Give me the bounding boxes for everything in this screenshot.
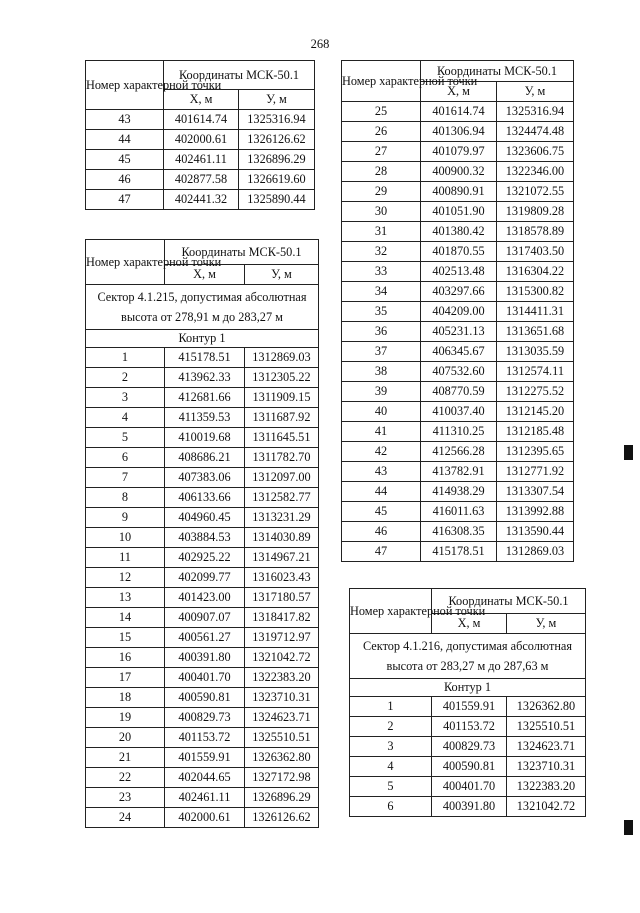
point-number-cell: 2 bbox=[86, 368, 165, 388]
coordinates-table-top-right bbox=[341, 60, 574, 562]
point-number-cell: 42 bbox=[342, 442, 421, 462]
table-row bbox=[86, 708, 319, 728]
coordinates-table-sector-4-1-215 bbox=[85, 239, 319, 828]
x-coordinate-cell: 402099.77 bbox=[165, 568, 245, 588]
header-point-number: Номер характерной точки bbox=[86, 240, 165, 285]
x-coordinate-cell: 416308.35 bbox=[421, 522, 497, 542]
header-x: X, м bbox=[432, 614, 507, 634]
point-number-cell: 3 bbox=[86, 388, 165, 408]
x-coordinate-cell: 410037.40 bbox=[421, 402, 497, 422]
x-coordinate-cell: 402461.11 bbox=[165, 788, 245, 808]
point-number-cell: 32 bbox=[342, 242, 421, 262]
y-coordinate-cell: 1313992.88 bbox=[497, 502, 574, 522]
point-number-cell: 47 bbox=[342, 542, 421, 562]
point-number-cell: 22 bbox=[86, 768, 165, 788]
y-coordinate-cell: 1326126.62 bbox=[245, 808, 319, 828]
y-coordinate-cell: 1312305.22 bbox=[245, 368, 319, 388]
point-number-cell: 39 bbox=[342, 382, 421, 402]
table-row bbox=[342, 242, 574, 262]
point-number-cell: 1 bbox=[86, 348, 165, 368]
table-row bbox=[86, 768, 319, 788]
point-number-cell: 12 bbox=[86, 568, 165, 588]
x-coordinate-cell: 402513.48 bbox=[421, 262, 497, 282]
point-number-cell: 21 bbox=[86, 748, 165, 768]
header-point-number: Номер характерной точки bbox=[342, 61, 421, 102]
point-number-cell: 14 bbox=[86, 608, 165, 628]
point-number-cell: 18 bbox=[86, 688, 165, 708]
table-row bbox=[350, 697, 586, 717]
table-row bbox=[86, 608, 319, 628]
point-number-cell: 6 bbox=[350, 797, 432, 817]
point-number-cell: 16 bbox=[86, 648, 165, 668]
x-coordinate-cell: 404960.45 bbox=[165, 508, 245, 528]
point-number-cell: 47 bbox=[86, 190, 164, 210]
point-number-cell: 15 bbox=[86, 628, 165, 648]
x-coordinate-cell: 413962.33 bbox=[165, 368, 245, 388]
point-number-cell: 13 bbox=[86, 588, 165, 608]
y-coordinate-cell: 1325510.51 bbox=[507, 717, 586, 737]
table-row bbox=[342, 102, 574, 122]
table-row bbox=[350, 777, 586, 797]
y-coordinate-cell: 1326896.29 bbox=[239, 150, 315, 170]
y-coordinate-cell: 1313035.59 bbox=[497, 342, 574, 362]
x-coordinate-cell: 401870.55 bbox=[421, 242, 497, 262]
x-coordinate-cell: 402925.22 bbox=[165, 548, 245, 568]
y-coordinate-cell: 1323606.75 bbox=[497, 142, 574, 162]
y-coordinate-cell: 1326362.80 bbox=[507, 697, 586, 717]
table-row bbox=[86, 568, 319, 588]
table-row bbox=[86, 728, 319, 748]
y-coordinate-cell: 1312582.77 bbox=[245, 488, 319, 508]
table-row bbox=[86, 548, 319, 568]
point-number-cell: 5 bbox=[86, 428, 165, 448]
x-coordinate-cell: 402461.11 bbox=[164, 150, 239, 170]
table-row bbox=[86, 110, 315, 130]
point-number-cell: 38 bbox=[342, 362, 421, 382]
header-y: У, м bbox=[239, 90, 315, 110]
y-coordinate-cell: 1325316.94 bbox=[497, 102, 574, 122]
y-coordinate-cell: 1325510.51 bbox=[245, 728, 319, 748]
x-coordinate-cell: 408770.59 bbox=[421, 382, 497, 402]
table-row bbox=[86, 748, 319, 768]
y-coordinate-cell: 1312097.00 bbox=[245, 468, 319, 488]
x-coordinate-cell: 404209.00 bbox=[421, 302, 497, 322]
table-row bbox=[342, 302, 574, 322]
table-row bbox=[342, 322, 574, 342]
point-number-cell: 36 bbox=[342, 322, 421, 342]
x-coordinate-cell: 402044.65 bbox=[165, 768, 245, 788]
x-coordinate-cell: 400590.81 bbox=[432, 757, 507, 777]
point-number-cell: 5 bbox=[350, 777, 432, 797]
y-coordinate-cell: 1321042.72 bbox=[507, 797, 586, 817]
table-row bbox=[350, 717, 586, 737]
point-number-cell: 17 bbox=[86, 668, 165, 688]
header-y: У, м bbox=[507, 614, 586, 634]
point-number-cell: 34 bbox=[342, 282, 421, 302]
header-x: X, м bbox=[165, 265, 245, 285]
y-coordinate-cell: 1324623.71 bbox=[245, 708, 319, 728]
y-coordinate-cell: 1327172.98 bbox=[245, 768, 319, 788]
x-coordinate-cell: 415178.51 bbox=[421, 542, 497, 562]
y-coordinate-cell: 1312771.92 bbox=[497, 462, 574, 482]
x-coordinate-cell: 400829.73 bbox=[165, 708, 245, 728]
table-row bbox=[86, 150, 315, 170]
table-row bbox=[86, 648, 319, 668]
point-number-cell: 44 bbox=[86, 130, 164, 150]
y-coordinate-cell: 1314411.31 bbox=[497, 302, 574, 322]
x-coordinate-cell: 401559.91 bbox=[165, 748, 245, 768]
header-y: У, м bbox=[497, 82, 574, 102]
x-coordinate-cell: 406133.66 bbox=[165, 488, 245, 508]
table-row bbox=[86, 448, 319, 468]
point-number-cell: 11 bbox=[86, 548, 165, 568]
point-number-cell: 25 bbox=[342, 102, 421, 122]
y-coordinate-cell: 1313590.44 bbox=[497, 522, 574, 542]
x-coordinate-cell: 412566.28 bbox=[421, 442, 497, 462]
table-row bbox=[86, 788, 319, 808]
table-row bbox=[86, 528, 319, 548]
table-row bbox=[86, 688, 319, 708]
table-row bbox=[342, 382, 574, 402]
y-coordinate-cell: 1324623.71 bbox=[507, 737, 586, 757]
table-row bbox=[86, 468, 319, 488]
contour-label: Контур 1 bbox=[86, 330, 319, 348]
header-x: X, м bbox=[421, 82, 497, 102]
table-row bbox=[86, 348, 319, 368]
y-coordinate-cell: 1314030.89 bbox=[245, 528, 319, 548]
table-row bbox=[86, 428, 319, 448]
point-number-cell: 8 bbox=[86, 488, 165, 508]
point-number-cell: 29 bbox=[342, 182, 421, 202]
y-coordinate-cell: 1325890.44 bbox=[239, 190, 315, 210]
header-coordinates: Координаты МСК-50.1 bbox=[165, 240, 319, 265]
x-coordinate-cell: 402000.61 bbox=[165, 808, 245, 828]
x-coordinate-cell: 401079.97 bbox=[421, 142, 497, 162]
x-coordinate-cell: 400829.73 bbox=[432, 737, 507, 757]
point-number-cell: 33 bbox=[342, 262, 421, 282]
header-coordinates: Координаты МСК-50.1 bbox=[164, 61, 315, 90]
x-coordinate-cell: 414938.29 bbox=[421, 482, 497, 502]
point-number-cell: 37 bbox=[342, 342, 421, 362]
y-coordinate-cell: 1315300.82 bbox=[497, 282, 574, 302]
y-coordinate-cell: 1314967.21 bbox=[245, 548, 319, 568]
coordinates-table-top-left bbox=[85, 60, 315, 210]
header-point-number: Номер характерной точки bbox=[86, 61, 164, 110]
point-number-cell: 35 bbox=[342, 302, 421, 322]
x-coordinate-cell: 401153.72 bbox=[165, 728, 245, 748]
x-coordinate-cell: 403297.66 bbox=[421, 282, 497, 302]
table-row bbox=[342, 182, 574, 202]
y-coordinate-cell: 1311687.92 bbox=[245, 408, 319, 428]
table-row bbox=[342, 122, 574, 142]
x-coordinate-cell: 408686.21 bbox=[165, 448, 245, 468]
x-coordinate-cell: 407532.60 bbox=[421, 362, 497, 382]
point-number-cell: 41 bbox=[342, 422, 421, 442]
table-row bbox=[342, 362, 574, 382]
point-number-cell: 31 bbox=[342, 222, 421, 242]
header-point-number: Номер характерной точки bbox=[350, 589, 432, 634]
y-coordinate-cell: 1318417.82 bbox=[245, 608, 319, 628]
x-coordinate-cell: 401306.94 bbox=[421, 122, 497, 142]
point-number-cell: 4 bbox=[350, 757, 432, 777]
contour-label: Контур 1 bbox=[350, 679, 586, 697]
x-coordinate-cell: 401614.74 bbox=[164, 110, 239, 130]
x-coordinate-cell: 402877.58 bbox=[164, 170, 239, 190]
point-number-cell: 26 bbox=[342, 122, 421, 142]
y-coordinate-cell: 1326619.60 bbox=[239, 170, 315, 190]
scan-edge-mark bbox=[624, 820, 633, 835]
table-row bbox=[342, 522, 574, 542]
x-coordinate-cell: 410019.68 bbox=[165, 428, 245, 448]
table-row bbox=[86, 388, 319, 408]
table-row bbox=[86, 668, 319, 688]
point-number-cell: 7 bbox=[86, 468, 165, 488]
y-coordinate-cell: 1311909.15 bbox=[245, 388, 319, 408]
point-number-cell: 43 bbox=[86, 110, 164, 130]
sector-title: Сектор 4.1.215, допустимая абсолютная высота от 278,91 м до 283,27 м bbox=[86, 285, 319, 330]
y-coordinate-cell: 1311782.70 bbox=[245, 448, 319, 468]
x-coordinate-cell: 400890.91 bbox=[421, 182, 497, 202]
point-number-cell: 24 bbox=[86, 808, 165, 828]
y-coordinate-cell: 1313307.54 bbox=[497, 482, 574, 502]
y-coordinate-cell: 1326896.29 bbox=[245, 788, 319, 808]
y-coordinate-cell: 1318578.89 bbox=[497, 222, 574, 242]
point-number-cell: 9 bbox=[86, 508, 165, 528]
x-coordinate-cell: 402441.32 bbox=[164, 190, 239, 210]
table-row bbox=[86, 808, 319, 828]
table-row bbox=[350, 737, 586, 757]
point-number-cell: 45 bbox=[342, 502, 421, 522]
y-coordinate-cell: 1312869.03 bbox=[497, 542, 574, 562]
table-row bbox=[86, 130, 315, 150]
table-row bbox=[86, 508, 319, 528]
x-coordinate-cell: 401380.42 bbox=[421, 222, 497, 242]
point-number-cell: 43 bbox=[342, 462, 421, 482]
table-row bbox=[342, 262, 574, 282]
y-coordinate-cell: 1326126.62 bbox=[239, 130, 315, 150]
x-coordinate-cell: 411359.53 bbox=[165, 408, 245, 428]
table-row bbox=[342, 482, 574, 502]
point-number-cell: 20 bbox=[86, 728, 165, 748]
point-number-cell: 19 bbox=[86, 708, 165, 728]
x-coordinate-cell: 400561.27 bbox=[165, 628, 245, 648]
x-coordinate-cell: 412681.66 bbox=[165, 388, 245, 408]
table-row bbox=[342, 422, 574, 442]
point-number-cell: 44 bbox=[342, 482, 421, 502]
x-coordinate-cell: 411310.25 bbox=[421, 422, 497, 442]
x-coordinate-cell: 413782.91 bbox=[421, 462, 497, 482]
x-coordinate-cell: 402000.61 bbox=[164, 130, 239, 150]
y-coordinate-cell: 1312869.03 bbox=[245, 348, 319, 368]
table-row bbox=[342, 502, 574, 522]
table-row bbox=[342, 162, 574, 182]
y-coordinate-cell: 1313651.68 bbox=[497, 322, 574, 342]
x-coordinate-cell: 401153.72 bbox=[432, 717, 507, 737]
point-number-cell: 28 bbox=[342, 162, 421, 182]
table-row bbox=[342, 142, 574, 162]
y-coordinate-cell: 1326362.80 bbox=[245, 748, 319, 768]
table-row bbox=[86, 628, 319, 648]
point-number-cell: 3 bbox=[350, 737, 432, 757]
x-coordinate-cell: 400401.70 bbox=[432, 777, 507, 797]
y-coordinate-cell: 1313231.29 bbox=[245, 508, 319, 528]
x-coordinate-cell: 405231.13 bbox=[421, 322, 497, 342]
point-number-cell: 46 bbox=[342, 522, 421, 542]
table-row bbox=[86, 190, 315, 210]
y-coordinate-cell: 1312185.48 bbox=[497, 422, 574, 442]
x-coordinate-cell: 400907.07 bbox=[165, 608, 245, 628]
y-coordinate-cell: 1312275.52 bbox=[497, 382, 574, 402]
y-coordinate-cell: 1322383.20 bbox=[245, 668, 319, 688]
y-coordinate-cell: 1323710.31 bbox=[245, 688, 319, 708]
x-coordinate-cell: 401423.00 bbox=[165, 588, 245, 608]
y-coordinate-cell: 1322346.00 bbox=[497, 162, 574, 182]
table-row bbox=[342, 222, 574, 242]
header-y: У, м bbox=[245, 265, 319, 285]
table-row bbox=[86, 588, 319, 608]
x-coordinate-cell: 406345.67 bbox=[421, 342, 497, 362]
point-number-cell: 4 bbox=[86, 408, 165, 428]
x-coordinate-cell: 407383.06 bbox=[165, 468, 245, 488]
table-row bbox=[342, 202, 574, 222]
x-coordinate-cell: 400590.81 bbox=[165, 688, 245, 708]
table-row bbox=[86, 488, 319, 508]
point-number-cell: 2 bbox=[350, 717, 432, 737]
x-coordinate-cell: 400401.70 bbox=[165, 668, 245, 688]
point-number-cell: 40 bbox=[342, 402, 421, 422]
table-row bbox=[350, 757, 586, 777]
y-coordinate-cell: 1317180.57 bbox=[245, 588, 319, 608]
point-number-cell: 1 bbox=[350, 697, 432, 717]
point-number-cell: 46 bbox=[86, 170, 164, 190]
coordinates-table-sector-4-1-216 bbox=[349, 588, 586, 817]
x-coordinate-cell: 416011.63 bbox=[421, 502, 497, 522]
table-row bbox=[342, 342, 574, 362]
point-number-cell: 30 bbox=[342, 202, 421, 222]
header-coordinates: Координаты МСК-50.1 bbox=[421, 61, 574, 82]
x-coordinate-cell: 415178.51 bbox=[165, 348, 245, 368]
x-coordinate-cell: 400391.80 bbox=[432, 797, 507, 817]
point-number-cell: 6 bbox=[86, 448, 165, 468]
table-row bbox=[350, 797, 586, 817]
table-row bbox=[86, 170, 315, 190]
y-coordinate-cell: 1324474.48 bbox=[497, 122, 574, 142]
y-coordinate-cell: 1325316.94 bbox=[239, 110, 315, 130]
table-row bbox=[342, 542, 574, 562]
y-coordinate-cell: 1319712.97 bbox=[245, 628, 319, 648]
x-coordinate-cell: 401614.74 bbox=[421, 102, 497, 122]
y-coordinate-cell: 1323710.31 bbox=[507, 757, 586, 777]
table-row bbox=[342, 462, 574, 482]
x-coordinate-cell: 400391.80 bbox=[165, 648, 245, 668]
header-coordinates: Координаты МСК-50.1 bbox=[432, 589, 586, 614]
table-row bbox=[342, 442, 574, 462]
table-row bbox=[342, 282, 574, 302]
point-number-cell: 23 bbox=[86, 788, 165, 808]
point-number-cell: 10 bbox=[86, 528, 165, 548]
table-row bbox=[86, 408, 319, 428]
header-x: X, м bbox=[164, 90, 239, 110]
y-coordinate-cell: 1321072.55 bbox=[497, 182, 574, 202]
x-coordinate-cell: 401051.90 bbox=[421, 202, 497, 222]
y-coordinate-cell: 1316023.43 bbox=[245, 568, 319, 588]
point-number-cell: 27 bbox=[342, 142, 421, 162]
y-coordinate-cell: 1319809.28 bbox=[497, 202, 574, 222]
y-coordinate-cell: 1316304.22 bbox=[497, 262, 574, 282]
y-coordinate-cell: 1321042.72 bbox=[245, 648, 319, 668]
table-row bbox=[86, 368, 319, 388]
table-row bbox=[342, 402, 574, 422]
scan-edge-mark bbox=[624, 445, 633, 460]
y-coordinate-cell: 1317403.50 bbox=[497, 242, 574, 262]
point-number-cell: 45 bbox=[86, 150, 164, 170]
x-coordinate-cell: 400900.32 bbox=[421, 162, 497, 182]
sector-title: Сектор 4.1.216, допустимая абсолютная высота от 283,27 м до 287,63 м bbox=[350, 634, 586, 679]
x-coordinate-cell: 403884.53 bbox=[165, 528, 245, 548]
y-coordinate-cell: 1312574.11 bbox=[497, 362, 574, 382]
y-coordinate-cell: 1312395.65 bbox=[497, 442, 574, 462]
y-coordinate-cell: 1322383.20 bbox=[507, 777, 586, 797]
x-coordinate-cell: 401559.91 bbox=[432, 697, 507, 717]
y-coordinate-cell: 1312145.20 bbox=[497, 402, 574, 422]
y-coordinate-cell: 1311645.51 bbox=[245, 428, 319, 448]
page-number: 268 bbox=[310, 37, 330, 51]
